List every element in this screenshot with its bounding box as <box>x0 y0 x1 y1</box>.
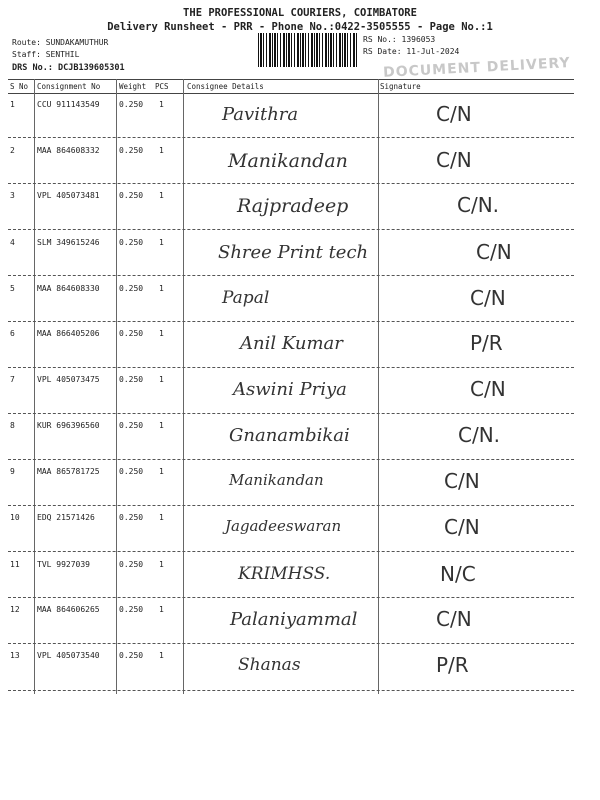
row-divider <box>8 643 574 644</box>
row-consignment: EDQ 21571426 <box>37 513 95 522</box>
row-consignee: Shree Print tech <box>218 242 369 263</box>
row-weight: 0.250 <box>119 238 144 247</box>
row-weight: 0.250 <box>119 191 144 200</box>
row-serial: 3 <box>10 191 15 200</box>
row-pcs: 1 <box>159 605 164 614</box>
row-weight: 0.250 <box>119 329 144 338</box>
column-divider <box>183 79 184 694</box>
row-consignment: TVL 9927039 <box>37 560 90 569</box>
col-weight-header: Weight <box>119 82 147 91</box>
row-divider <box>8 459 574 460</box>
row-pcs: 1 <box>159 513 164 522</box>
column-divider <box>116 79 117 694</box>
row-signature: C/N <box>470 286 506 310</box>
row-weight: 0.250 <box>119 284 144 293</box>
row-serial: 1 <box>10 100 15 109</box>
row-consignee: Pavithra <box>222 104 299 125</box>
row-serial: 5 <box>10 284 15 293</box>
row-consignee: Manikandan <box>229 471 324 489</box>
table-header-border <box>8 93 574 94</box>
drs-number: DRS No.: DCJB139605301 <box>12 63 125 73</box>
row-consignee: Palaniyammal <box>230 609 358 630</box>
row-pcs: 1 <box>159 238 164 247</box>
row-pcs: 1 <box>159 191 164 200</box>
col-pcs-header: PCS <box>155 82 169 91</box>
row-pcs: 1 <box>159 100 164 109</box>
col-signature-header: Signature <box>380 82 421 91</box>
row-serial: 12 <box>10 605 20 614</box>
row-signature: C/N. <box>457 193 500 217</box>
row-pcs: 1 <box>159 284 164 293</box>
row-serial: 11 <box>10 560 20 569</box>
row-consignment: MAA 864608330 <box>37 284 100 293</box>
row-pcs: 1 <box>159 651 164 660</box>
row-divider <box>8 597 574 598</box>
row-signature: C/N <box>444 515 480 539</box>
row-signature: P/R <box>436 653 469 677</box>
row-serial: 7 <box>10 375 15 384</box>
row-signature: C/N <box>436 148 472 172</box>
row-weight: 0.250 <box>119 375 144 384</box>
row-signature: C/N <box>476 240 512 264</box>
row-divider <box>8 275 574 276</box>
row-signature: C/N <box>436 102 472 126</box>
row-consignment: MAA 866405206 <box>37 329 100 338</box>
route-label: Route: SUNDAKAMUTHUR <box>12 38 109 47</box>
row-pcs: 1 <box>159 467 164 476</box>
row-consignee: Rajpradeep <box>237 195 349 217</box>
staff-label: Staff: SENTHIL <box>12 50 80 59</box>
row-divider <box>8 321 574 322</box>
row-consignee: KRIMHSS. <box>238 564 331 584</box>
row-consignment: MAA 864608332 <box>37 146 100 155</box>
row-consignment: SLM 349615246 <box>37 238 100 247</box>
column-divider <box>378 79 379 694</box>
row-signature: C/N <box>436 607 472 631</box>
row-consignee: Anil Kumar <box>240 333 343 354</box>
row-weight: 0.250 <box>119 605 144 614</box>
row-divider <box>8 183 574 184</box>
col-consignee-header: Consignee Details <box>187 82 264 91</box>
row-consignee: Papal <box>222 288 270 308</box>
row-signature: P/R <box>470 331 503 355</box>
row-consignee: Shanas <box>238 655 301 675</box>
row-weight: 0.250 <box>119 146 144 155</box>
barcode <box>258 33 358 67</box>
row-divider <box>8 367 574 368</box>
row-consignment: CCU 911143549 <box>37 100 100 109</box>
row-consignee: Manikandan <box>228 150 348 172</box>
row-consignment: VPL 405073481 <box>37 191 100 200</box>
row-pcs: 1 <box>159 375 164 384</box>
row-weight: 0.250 <box>119 421 144 430</box>
row-pcs: 1 <box>159 560 164 569</box>
row-divider <box>8 137 574 138</box>
document-delivery-stamp: DOCUMENT DELIVERY <box>382 55 571 81</box>
row-pcs: 1 <box>159 329 164 338</box>
row-divider <box>8 413 574 414</box>
row-signature: C/N <box>470 377 506 401</box>
row-serial: 9 <box>10 467 15 476</box>
row-consignee: Gnanambikai <box>229 425 350 446</box>
row-weight: 0.250 <box>119 467 144 476</box>
row-signature: C/N <box>444 469 480 493</box>
row-consignment: VPL 405073475 <box>37 375 100 384</box>
row-consignee: Jagadeeswaran <box>225 517 342 535</box>
row-pcs: 1 <box>159 421 164 430</box>
row-serial: 13 <box>10 651 20 660</box>
row-serial: 8 <box>10 421 15 430</box>
runsheet-title: Delivery Runsheet - PRR - Phone No.:0422-3505555 - Page No.:1 <box>107 21 493 33</box>
row-divider <box>8 551 574 552</box>
row-weight: 0.250 <box>119 100 144 109</box>
row-divider <box>8 229 574 230</box>
row-consignment: KUR 696396560 <box>37 421 100 430</box>
col-consignment-header: Consignment No <box>37 82 101 91</box>
column-divider <box>34 79 35 694</box>
rs-number: RS No.: 1396053 <box>363 35 436 44</box>
row-divider <box>8 690 574 691</box>
row-consignment: MAA 865781725 <box>37 467 100 476</box>
row-weight: 0.250 <box>119 513 144 522</box>
row-serial: 2 <box>10 146 15 155</box>
company-title: THE PROFESSIONAL COURIERS, COIMBATORE <box>183 7 417 19</box>
row-divider <box>8 505 574 506</box>
row-pcs: 1 <box>159 146 164 155</box>
row-serial: 10 <box>10 513 20 522</box>
rs-date: RS Date: 11-Jul-2024 <box>363 47 460 56</box>
row-weight: 0.250 <box>119 651 144 660</box>
row-consignment: MAA 864606265 <box>37 605 100 614</box>
col-sno-header: S No <box>10 82 29 91</box>
table-top-border <box>8 79 574 80</box>
row-serial: 4 <box>10 238 15 247</box>
row-consignee: Aswini Priya <box>233 379 347 400</box>
row-signature: C/N. <box>458 423 501 447</box>
row-serial: 6 <box>10 329 15 338</box>
row-weight: 0.250 <box>119 560 144 569</box>
row-signature: N/C <box>440 562 476 586</box>
row-consignment: VPL 405073540 <box>37 651 100 660</box>
